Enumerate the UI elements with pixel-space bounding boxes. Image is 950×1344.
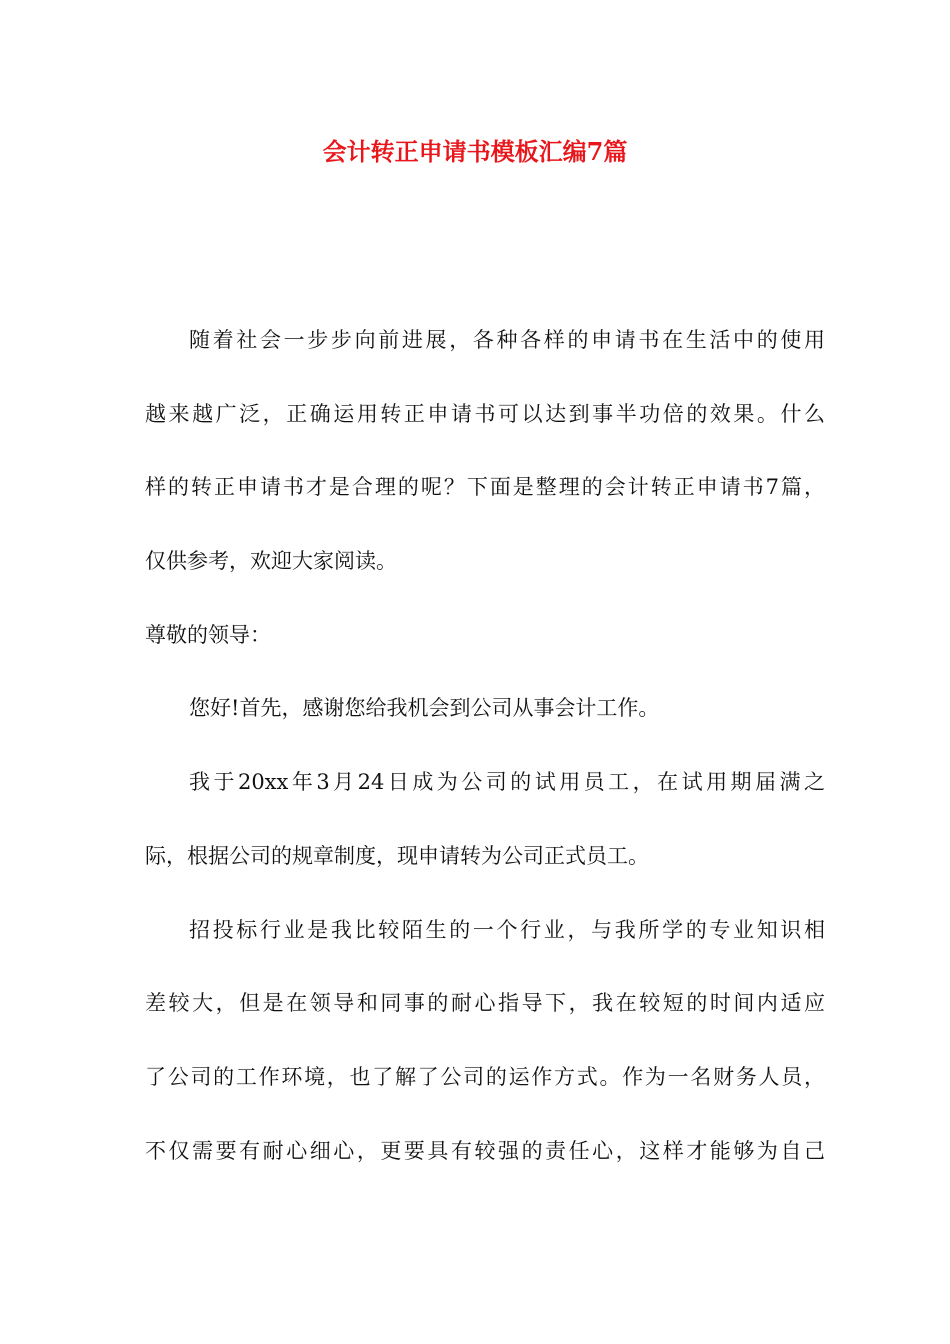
paragraph-line: 招投标行业是我比较陌生的一个行业，与我所学的专业知识相	[189, 917, 825, 942]
paragraph-line: 越来越广泛，正确运用转正申请书可以达到事半功倍的效果。什么	[145, 401, 825, 426]
paragraph-line: 了公司的工作环境，也了解了公司的运作方式。作为一名财务人员，	[145, 1064, 825, 1089]
paragraph-line: 随着社会一步步向前进展，各种各样的申请书在生活中的使用	[189, 328, 825, 352]
paragraph-line: 际，根据公司的规章制度，现申请转为公司正式员工。	[145, 843, 649, 868]
document-body	[145, 322, 825, 1206]
paragraph-line: 不仅需要有耐心细心，更要具有较强的责任心，这样才能够为自己	[145, 1138, 825, 1163]
salutation-line: 尊敬的领导：	[145, 622, 271, 647]
paragraph-line: 样的转正申请书才是合理的呢？下面是整理的会计转正申请书7篇，	[145, 475, 825, 500]
document-title: 会计转正申请书模板汇编7篇	[322, 137, 628, 166]
paragraph-line: 您好!首先，感谢您给我机会到公司从事会计工作。	[189, 696, 660, 721]
paragraph-line: 我于20xx年3月24日成为公司的试用员工，在试用期届满之	[189, 770, 825, 795]
paragraph-line: 差较大，但是在领导和同事的耐心指导下，我在较短的时间内适应	[145, 991, 825, 1016]
paragraph-line: 仅供参考，欢迎大家阅读。	[145, 549, 397, 574]
